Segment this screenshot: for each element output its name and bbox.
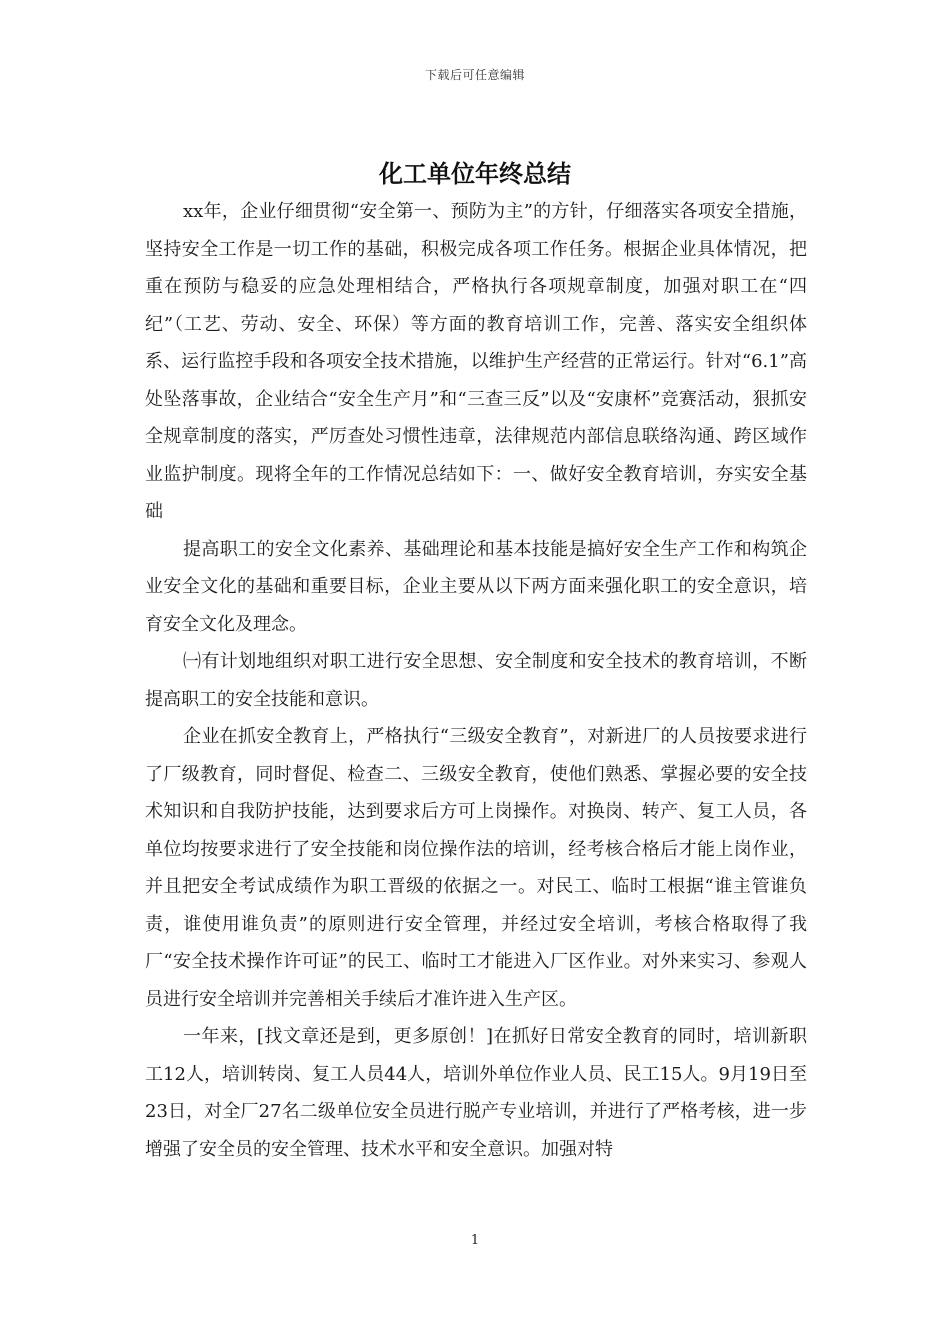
paragraph: 企业在抓安全教育上，严格执行“三级安全教育”，对新进厂的人员按要求进行了厂级教育，同时督促、检查二、三级安全教育，使他们熟悉、掌握必要的安全技术知识和自我防护技能，达到要求后方可上岗操作。对换岗、转产、复工人员，各单位均按要求进行了安全技能和岗位操作法的培训，经考核合格后才能上岗作业，并且把安全考试成绩作为职工晋级的依据之一。对民工、临时工根据“谁主管谁负责，谁使用谁负责”的原则进行安全管理，并经过安全培训，考核合格取得了我厂“安全技术操作许可证”的民工、临时工才能进入厂区作业。对外来实习、参观人员进行安全培训并完善相关手续后才准许进入生产区。 [145, 726, 807, 1010]
document-body [145, 193, 807, 1168]
paragraph: 一年来，[找文章还是到，更多原创！]在抓好日常安全教育的同时，培训新职工12人，培训转岗、复工人员44人，培训外单位作业人员、民工15人。9月19日至23日，对全厂27名二级单位安全员进行脱产专业培训，并进行了严格考核，进一步增强了安全员的安全管理、技术水平和安全意识。加强对特 [145, 1026, 807, 1160]
paragraph: xx年，企业仔细贯彻“安全第一、预防为主”的方针，仔细落实各项安全措施，坚持安全工作是一切工作的基础，积极完成各项工作任务。根据企业具体情况，把重在预防与稳妥的应急处理相结合，严格执行各项规章制度，加强对职工在“四纪”（工艺、劳动、安全、环保）等方面的教育培训工作，完善、落实安全组织体系、运行监控手段和各项安全技术措施，以维护生产经营的正常运行。针对“6.1”高处坠落事故，企业结合“安全生产月”和“三查三反”以及“安康杯”竞赛活动，狠抓安全规章制度的落实，严厉查处习惯性违章，法律规范内部信息联络沟通、跨区域作业监护制度。现将全年的工作情况总结如下：一、做好安全教育培训，夯实安全基础 [145, 201, 807, 522]
header-note: 下载后可任意编辑 [424, 68, 525, 82]
paragraph: ㈠有计划地组织对职工进行安全思想、安全制度和安全技术的教育培训，不断提高职工的安全技能和意识。 [145, 651, 807, 710]
page-number: 1 [470, 1233, 480, 1248]
document-title: 化工单位年终总结 [379, 160, 571, 188]
paragraph: 提高职工的安全文化素养、基础理论和基本技能是搞好安全生产工作和构筑企业安全文化的基础和重要目标，企业主要从以下两方面来强化职工的安全意识，培育安全文化及理念。 [145, 538, 807, 635]
